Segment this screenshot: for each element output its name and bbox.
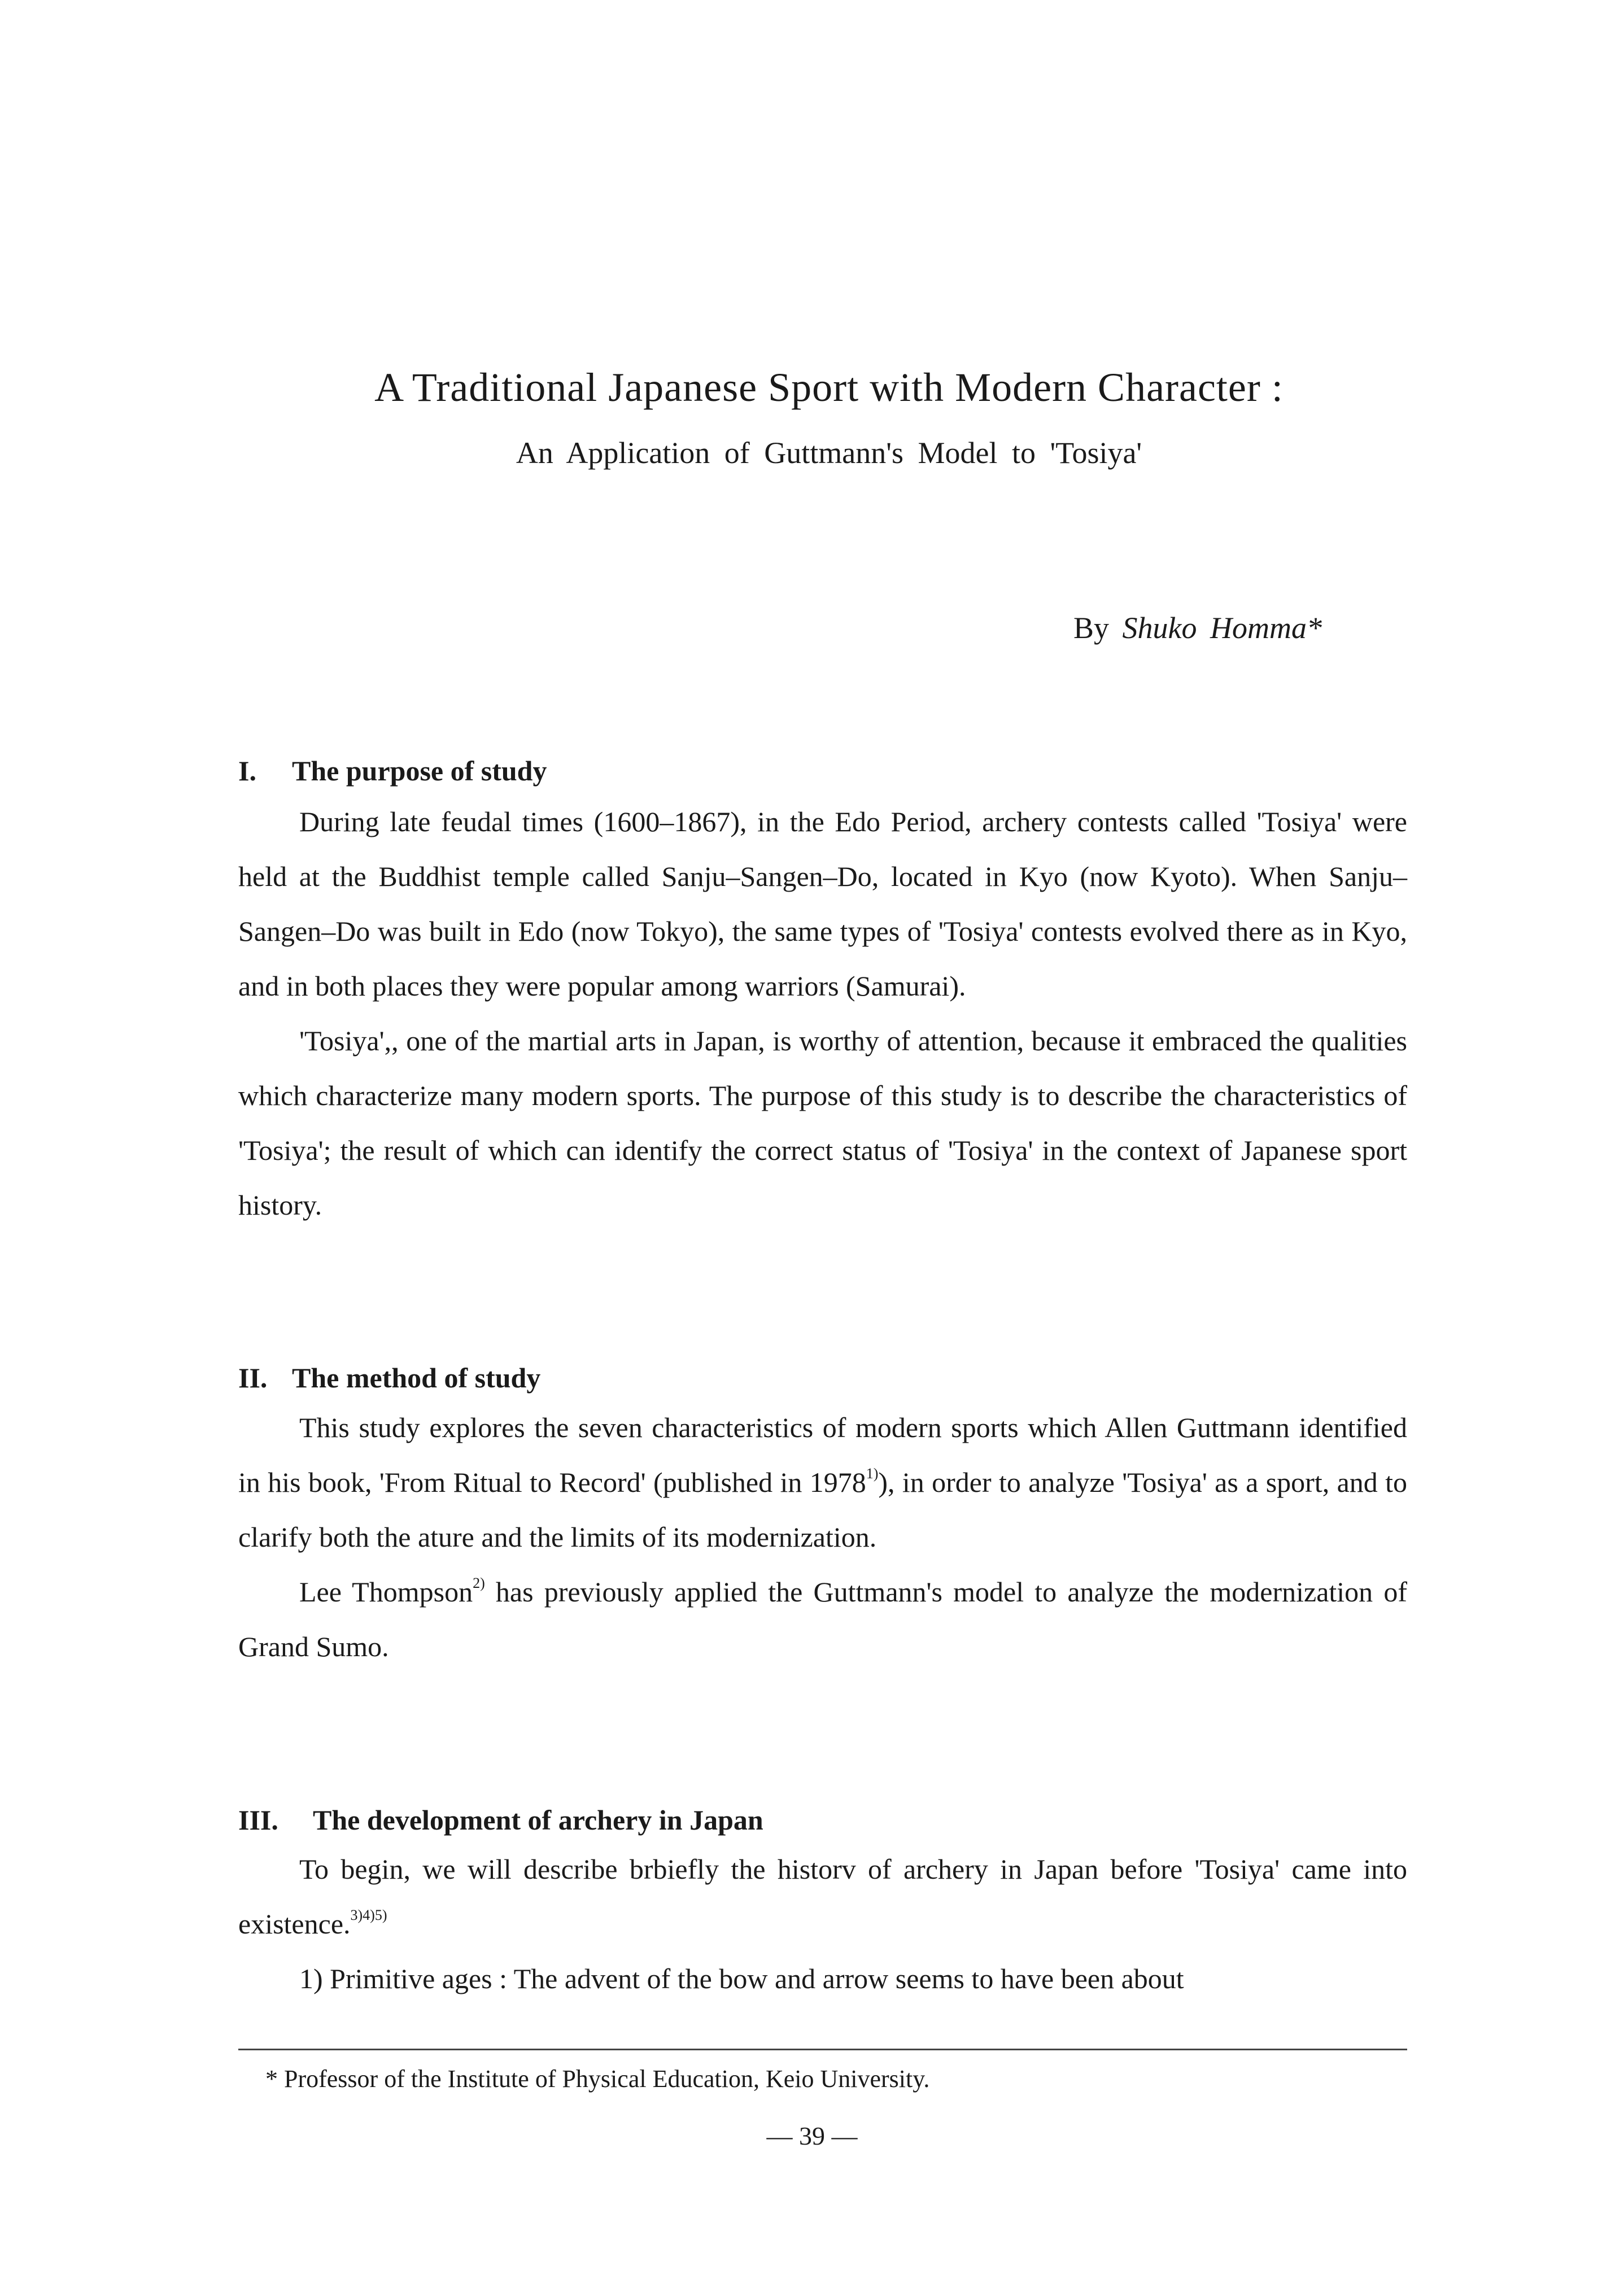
author-name: Shuko Homma* bbox=[1122, 611, 1322, 645]
paragraph bbox=[238, 1842, 1407, 1952]
paragraph bbox=[238, 1400, 1407, 1565]
byline-prefix: By bbox=[1073, 611, 1110, 645]
section-body-method bbox=[238, 1400, 1407, 1674]
section-number: I. bbox=[238, 755, 256, 787]
footnote-divider bbox=[238, 2049, 1407, 2050]
paper-subtitle: An Application of Guttmann's Model to 'Tosiya' bbox=[516, 436, 1142, 470]
section-number: II. bbox=[238, 1362, 268, 1394]
section-body-purpose bbox=[238, 794, 1407, 1233]
section-body-development bbox=[238, 1842, 1407, 2006]
paragraph-text: Lee Thompson bbox=[299, 1576, 473, 1608]
paragraph bbox=[238, 1565, 1407, 1674]
footnote-ref: 1) bbox=[866, 1465, 879, 1482]
paragraph: During late feudal times (1600–1867), in the Edo Period, archery contests called 'Tosiya' were held at the Buddhist temple called Sanju–Sangen–Do, located in Kyo (now Kyoto). When Sanju–Sangen–Do was built in Edo (now Tokyo), the same types of 'Tosiya' contests evolved there as in Kyo, and in both places they were popular among warriors (Samurai). bbox=[238, 806, 1407, 1002]
section-number: III. bbox=[238, 1804, 278, 1836]
paragraph: 'Tosiya',, one of the martial arts in Japan, is worthy of attention, because it embraced the qualities which characterize many modern sports. The purpose of this study is to describe the characteristics of 'Tosiya'; the result of which can identify the correct status of 'Tosiya' in the context of Japanese sport history. bbox=[238, 1025, 1407, 1221]
paragraph-text: This study explores the seven characteristics of modern sports which Allen Guttmann identified in his book, 'From Ritual to Record' (published in 1978 bbox=[238, 1412, 1407, 1498]
author-byline bbox=[1073, 613, 1322, 643]
section-title: The purpose of study bbox=[292, 755, 547, 787]
footnote-ref: 3)4)5) bbox=[350, 1907, 387, 1923]
section-heading-development bbox=[238, 1806, 763, 1834]
section-heading-purpose bbox=[238, 757, 547, 785]
paragraph-text: To begin, we will describe brbiefly the historv of archery in Japan before 'Tosiya' came into existence. bbox=[238, 1853, 1407, 1940]
footnote: * Professor of the Institute of Physical Education, Keio University. bbox=[265, 2065, 930, 2093]
page-number: — 39 — bbox=[766, 2121, 858, 2150]
paper-title: A Traditional Japanese Sport with Modern Character : bbox=[374, 365, 1284, 410]
section-title: The method of study bbox=[292, 1362, 541, 1394]
footnote-ref: 2) bbox=[473, 1575, 485, 1591]
section-title: The development of archery in Japan bbox=[313, 1804, 763, 1836]
paragraph-text: ), in order to analyze 'Tosiya' as a sport, and to clarify both the ature and the limits of its modernization. bbox=[238, 1466, 1408, 1553]
paragraph-text: has previously applied the Guttmann's model to analyze the modernization of Grand Sumo. bbox=[238, 1576, 1407, 1662]
section-heading-method bbox=[238, 1364, 540, 1392]
paragraph: 1) Primitive ages : The advent of the bow and arrow seems to have been about bbox=[299, 1963, 1184, 1994]
